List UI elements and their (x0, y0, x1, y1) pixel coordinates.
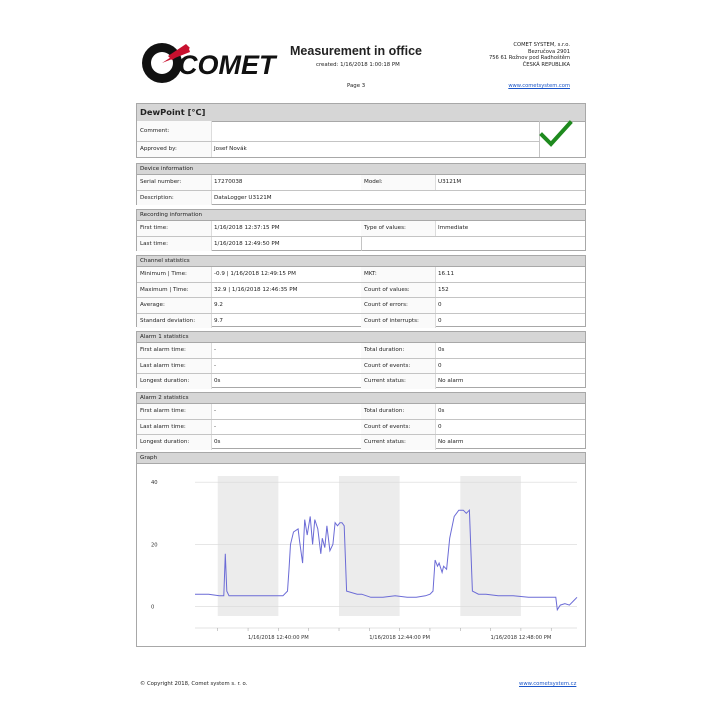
field-value: 0s (214, 439, 221, 445)
company-url-link[interactable]: www.cometsystem.com (508, 83, 570, 89)
field-label: Count of events: (364, 362, 411, 369)
channel-title: DewPoint [°C] (137, 104, 585, 122)
graph-section (136, 452, 586, 647)
comet-logo (138, 38, 276, 88)
y-ticks (151, 480, 158, 610)
company-line: COMET SYSTEM, s.r.o. (513, 42, 570, 48)
field-value: - (214, 423, 217, 430)
time-bands (218, 476, 521, 616)
report-title: Measurement in office (290, 44, 422, 58)
company-address (468, 42, 570, 68)
comment-label: Comment: (140, 128, 170, 134)
field-label: Count of errors: (364, 302, 408, 308)
info-row (137, 298, 585, 314)
x-tick-label: 1/16/2018 12:40:00 PM (247, 635, 309, 641)
y-tick-label: 20 (151, 542, 158, 549)
footer-url-link[interactable]: www.cometsystem.cz (519, 681, 577, 687)
alarm2-section (136, 392, 586, 449)
info-row (137, 359, 585, 375)
info-row (137, 374, 585, 389)
field-label: Model: (364, 179, 383, 185)
section-title: Alarm 1 statistics (137, 332, 585, 343)
x-tick-label: 1/16/2018 12:44:00 PM (369, 635, 431, 641)
info-row (137, 175, 585, 191)
field-value: No alarm (438, 378, 464, 384)
field-label: Count of events: (364, 423, 411, 430)
field-value: 0s (214, 378, 221, 384)
info-row (137, 343, 585, 359)
field-label: MKT: (364, 271, 377, 277)
field-label: First time: (140, 225, 169, 231)
field-value: - (214, 347, 217, 353)
channel-section (136, 255, 586, 327)
approved-label: Approved by: (140, 146, 177, 152)
info-row (137, 420, 585, 436)
dewpoint-fields (137, 121, 539, 158)
field-label: Average: (140, 302, 165, 308)
field-value: 1/16/2018 12:49:50 PM (214, 240, 280, 247)
info-row (137, 237, 585, 252)
field-label: Total duration: (364, 347, 405, 353)
info-row (137, 191, 585, 206)
field-value: 0 (438, 362, 442, 369)
field-label: Longest duration: (140, 378, 190, 384)
info-row (137, 404, 585, 420)
field-value: 16.11 (438, 271, 455, 277)
field-label: Longest duration: (140, 439, 190, 445)
info-row (137, 221, 585, 237)
y-tick-label: 40 (151, 480, 158, 487)
dewpoint-section (136, 103, 586, 158)
company-line: Bezručova 2901 (527, 48, 570, 55)
field-value: 0s (438, 408, 445, 414)
info-row (137, 267, 585, 283)
copyright: © Copyright 2018, Comet system s. r. o. (140, 681, 248, 687)
checkmark-icon (539, 119, 573, 149)
field-value: 0s (438, 347, 445, 353)
field-label: Description: (140, 194, 174, 201)
field-label: Last alarm time: (140, 423, 186, 430)
field-value: 32.9 | 1/16/2018 12:46:35 PM (214, 286, 298, 293)
info-row (137, 314, 585, 329)
field-value: 17270038 (214, 179, 243, 185)
field-label: Count of values: (364, 286, 410, 293)
field-value: 152 (438, 286, 449, 293)
field-value: DataLogger U3121M (214, 194, 272, 201)
field-value: 0 (438, 317, 442, 324)
y-tick-label: 0 (151, 604, 155, 611)
field-label: Current status: (364, 378, 406, 384)
field-label: Type of values: (364, 225, 406, 231)
field-label: Standard deviation: (140, 317, 196, 324)
field-label: First alarm time: (140, 347, 186, 353)
section-title: Device information (137, 164, 585, 175)
field-value: 9.2 (214, 302, 223, 308)
field-value: - (214, 362, 217, 369)
field-value: Immediate (438, 225, 469, 231)
field-value: 0 (438, 302, 442, 308)
field-label: Minimum | Time: (140, 271, 187, 277)
field-value: U3121M (438, 179, 462, 185)
section-title: Alarm 2 statistics (137, 393, 585, 404)
field-label: Total duration: (364, 408, 405, 414)
x-ticks (248, 635, 551, 641)
dewpoint-chart (137, 464, 585, 647)
field-value: - (214, 408, 217, 414)
time-band (218, 476, 279, 616)
info-row (137, 435, 585, 450)
recording-section (136, 209, 586, 251)
section-title: Recording information (137, 210, 585, 221)
divider (361, 237, 362, 252)
field-label: Last alarm time: (140, 362, 186, 369)
approved-value: Josef Novák (214, 146, 247, 152)
approved-row (137, 142, 539, 157)
info-row (137, 283, 585, 299)
alarm1-section (136, 331, 586, 388)
field-label: Current status: (364, 439, 406, 445)
logo-text: COMET (178, 50, 276, 80)
field-label: First alarm time: (140, 408, 186, 414)
company-line: 756 61 Rožnov pod Radhoštěm (488, 55, 570, 61)
field-value: 1/16/2018 12:37:15 PM (214, 225, 280, 231)
field-value: 0 (438, 423, 442, 430)
x-tick-label: 1/16/2018 12:48:00 PM (490, 635, 552, 641)
field-label: Count of interrupts: (364, 317, 419, 324)
section-title: Graph (137, 453, 585, 464)
page-number: Page 3 (347, 83, 366, 89)
device-section (136, 163, 586, 205)
created-date: created: 1/16/2018 1:00:18 PM (316, 62, 400, 68)
field-value: 9.7 (214, 317, 223, 324)
field-label: Last time: (140, 240, 168, 247)
field-label: Serial number: (140, 179, 182, 185)
field-value: -0.9 | 1/16/2018 12:49:15 PM (214, 271, 296, 277)
field-value: No alarm (438, 439, 464, 445)
company-line: ČESKÁ REPUBLIKA (522, 61, 570, 68)
field-label: Maximum | Time: (140, 286, 189, 293)
comment-row (137, 121, 539, 142)
section-title: Channel statistics (137, 256, 585, 267)
time-band (339, 476, 400, 616)
